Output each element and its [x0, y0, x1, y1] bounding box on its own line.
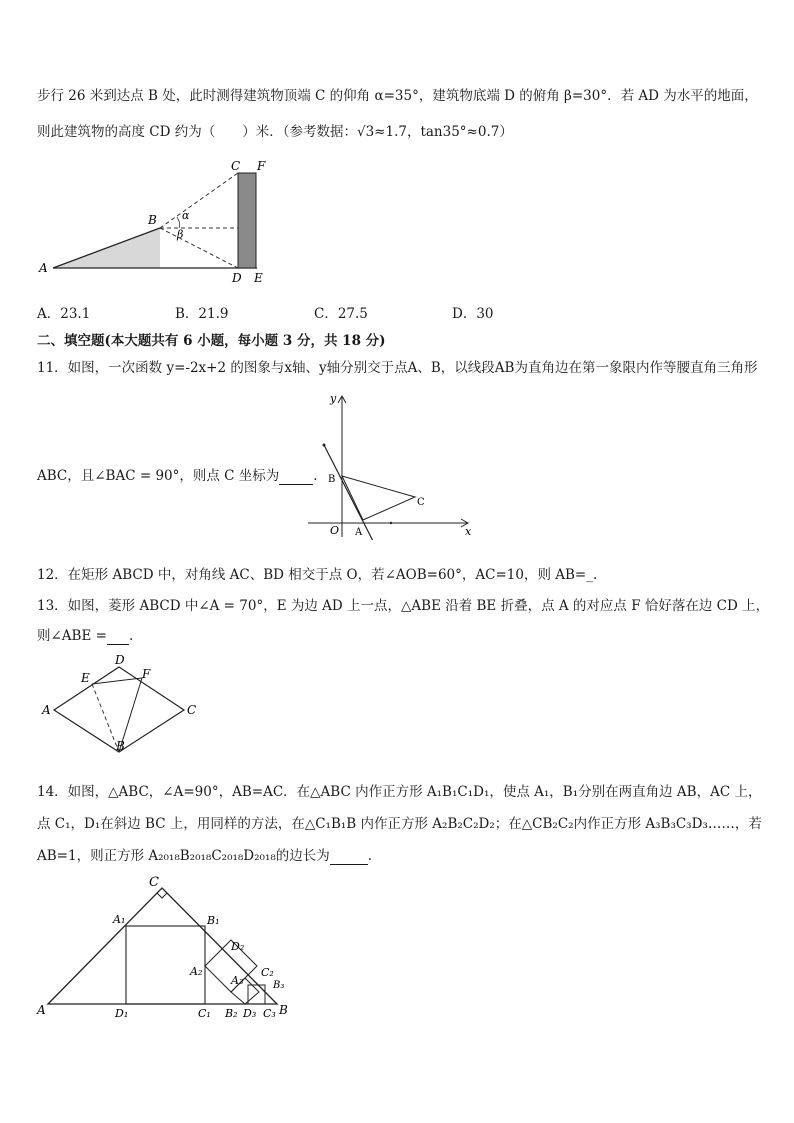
q10-alpha-arc [177, 217, 180, 228]
q14-label-C2: C₂ [261, 966, 274, 979]
q14-label-B: B [279, 1003, 288, 1017]
q10-building [238, 173, 256, 268]
q11-text-line2-body: ABC，且∠BAC = 90°，则点 C 坐标为 [37, 468, 280, 484]
q10-option-d[interactable]: D．30 [452, 306, 494, 322]
q14-label-B2: B₂ [225, 1007, 238, 1020]
q14-label-D1: D₁ [115, 1007, 129, 1020]
q10-label-beta: β [177, 228, 184, 241]
q10-sight-line-up [160, 173, 238, 228]
q14-text-line3 [37, 844, 372, 865]
section2-title: 二、填空题(本大题共有 6 小题，每小题 3 分，共 18 分) [37, 333, 386, 349]
q11-line-end-point [323, 444, 326, 447]
q14-text-line3-body: AB=1，则正方形 A₂₀₁₈B₂₀₁₈C₂₀₁₈D₂₀₁₈的边长为 [37, 848, 330, 864]
q14-answer-blank[interactable] [330, 848, 368, 865]
q14-label-C: C [149, 875, 159, 890]
q13-text-line1: 13．如图，菱形 ABCD 中∠A = 70°，E 为边 AD 上一点，△ABE 沿着 BE 折叠，点 A 的对应点 F 恰好落在边 CD 上， [37, 598, 770, 614]
q13-label-C: C [187, 703, 197, 717]
q14-label-A1: A₁ [113, 913, 126, 926]
q13-label-B: B [116, 739, 125, 753]
q11-label-y: y [330, 392, 337, 405]
q14-figure [35, 868, 305, 1028]
q13-label-A: A [42, 703, 51, 717]
q10-text-line2: 则此建筑物的高度 CD 约为（ ）米．（参考数据：√3≈1.7，tan35°≈0.7） [37, 124, 513, 140]
q11-label-x: x [465, 525, 472, 538]
q13-ae-fold [92, 684, 119, 752]
q11-figure [300, 390, 475, 540]
q12-text: 12．在矩形 ABCD 中，对角线 AC、BD 相交于点 O，若∠AOB=60°，AC=10，则 AB=_. [37, 567, 598, 583]
q10-option-b[interactable]: B．21.9 [175, 306, 229, 322]
q13-ef-line [92, 678, 142, 684]
q13-text-line2-end: . [128, 628, 134, 644]
q10-option-a[interactable]: A．23.1 [37, 306, 91, 322]
q14-label-D2: D₂ [231, 940, 245, 953]
q11-label-B: B [328, 474, 336, 485]
q13-label-E: E [81, 671, 90, 685]
q10-label-F: F [257, 159, 266, 173]
q10-text-line1: 步行 26 米到达点 B 处，此时测得建筑物顶端 C 的仰角 α=35°，建筑物底端 D 的俯角 β=30°．若 AD 为水平的地面， [37, 88, 758, 104]
q14-label-C1: C₁ [198, 1007, 211, 1020]
q11-label-A: A [355, 527, 363, 538]
q14-text-line3-end: . [367, 848, 373, 864]
q13-text-line2-body: 则∠ABE = [37, 628, 107, 644]
q10-label-alpha: α [182, 209, 190, 222]
q10-label-C: C [231, 159, 241, 173]
q10-figure [35, 155, 275, 290]
q13-answer-blank[interactable] [107, 628, 129, 645]
q10-options [37, 302, 737, 320]
q11-text-line1: 11．如图，一次函数 y=-2x+2 的图象与x轴、y轴分别交于点A、B，以线段AB为直角边在第一象限内作等腰直角三角形 [37, 360, 758, 376]
q13-label-D: D [115, 653, 125, 667]
q14-text-line2: 点 C₁，D₁在斜边 BC 上，用同样的方法，在△C₁B₁B 内作正方形 A₂B₂C₂D₂；在△CB₂C₂内作正方形 A₃B₃C₃D₃……，若 [37, 816, 762, 832]
q10-label-D: D [232, 271, 242, 285]
q10-option-c[interactable]: C．27.5 [314, 306, 368, 322]
q11-label-O: O [330, 524, 340, 537]
q10-sight-line-down [160, 228, 238, 268]
q11-text-line2 [37, 464, 318, 485]
q13-label-F: F [142, 667, 151, 681]
q13-text-line2 [37, 624, 133, 645]
q14-label-C3: C₃ [263, 1007, 276, 1020]
q14-label-A3: A₃ [231, 974, 244, 987]
q14-label-B1: B₁ [207, 914, 220, 927]
q10-label-E: E [254, 271, 263, 285]
q14-label-B3: B₃ [273, 980, 285, 991]
q10-label-A: A [39, 261, 48, 275]
q14-label-A: A [37, 1003, 46, 1017]
q11-text-line2-end: . [313, 468, 318, 484]
q11-triangle-abc [342, 476, 415, 520]
q10-label-B: B [148, 213, 157, 227]
q14-label-D3: D₃ [243, 1007, 257, 1020]
q11-label-C: C [417, 497, 425, 508]
q11-axis-tick [390, 522, 392, 524]
q14-label-A2: A₂ [190, 965, 203, 978]
q14-right-angle-mark [157, 893, 167, 898]
q14-text-line1: 14．如图，△ABC，∠A=90°，AB=AC．在△ABC 内作正方形 A₁B₁C₁D₁，使点 A₁，B₁分别在两直角边 AB，AC 上， [37, 784, 762, 800]
q13-figure [38, 650, 208, 755]
